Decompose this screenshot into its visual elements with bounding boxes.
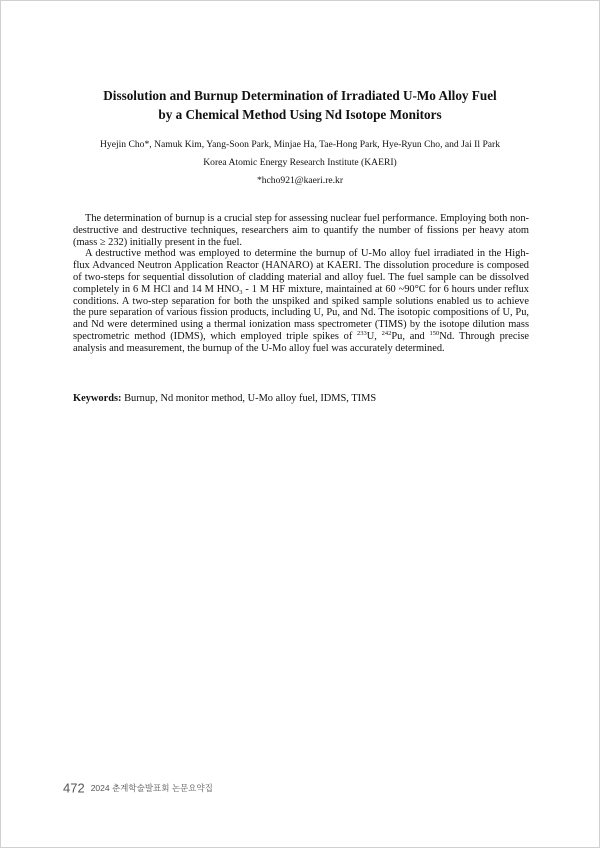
abstract-text: U, xyxy=(366,330,382,342)
abstract-paragraph-1: The determination of burnup is a crucial step for assessing nuclear fuel performance. Employing both non-destructive and destructive techniques, researchers aim to quantify the number of fissions per heavy atom (mass ≥ 232) initially present in the fuel. xyxy=(73,213,529,248)
abstract-text: A destructive method was employed to determine the burnup of U-Mo alloy fuel irradiated in the High-flux Advanced Neutron Application Reactor (HANARO) at KAERI. The dissolution procedure is composed of two-steps for sequential dissolution of cladding material and alloy fuel. The fuel sample can be dissolved completely in 6 M HCl and 14 M HNO xyxy=(73,248,529,295)
abstract-text: - 1 M HF mixture, maintained at 60 ~90°C for 6 hours under reflux conditions. A two-step separation for both the unspiked and spiked sample solutions enabled us to achieve the pure separation of various fission products, including U, Pu, and Nd. The isotopic compositions of U, Pu, and Nd were determined using a thermal ionization mass spectrometer (TIMS) by the isotope dilution mass spectrometric method (IDMS), which employed triple spikes of xyxy=(73,283,529,342)
abstract-paragraph-2 xyxy=(73,248,529,354)
superscript: 150 xyxy=(429,329,440,337)
paper-title xyxy=(60,86,540,124)
superscript: 233 xyxy=(357,329,367,337)
abstract-text: Nd. Through precise analysis and measurement, the burnup of the U-Mo alloy fuel was accurately determined. xyxy=(73,330,529,354)
affiliation: Korea Atomic Energy Research Institute (KAERI) xyxy=(203,157,397,168)
keywords xyxy=(73,393,529,405)
conference-name: 2024 춘계학술발표회 논문요약집 xyxy=(90,782,213,793)
page-number: 472 xyxy=(63,780,85,796)
title-line-2: by a Chemical Method Using Nd Isotope Monitors xyxy=(158,107,442,122)
abstract xyxy=(73,213,529,355)
page-footer xyxy=(63,779,213,797)
abstract-text: Pu, and xyxy=(391,330,430,342)
subscript: 3 xyxy=(239,288,243,296)
keywords-list: Burnup, Nd monitor method, U-Mo alloy fuel, IDMS, TIMS xyxy=(121,393,377,404)
superscript: 242 xyxy=(381,329,392,337)
title-line-1: Dissolution and Burnup Determination of Irradiated U-Mo Alloy Fuel xyxy=(103,88,497,103)
author-list: Hyejin Cho*, Namuk Kim, Yang-Soon Park, Minjae Ha, Tae-Hong Park, Hye-Ryun Cho, and Jai Il Park xyxy=(99,139,501,150)
corresponding-email: *hcho921@kaeri.re.kr xyxy=(256,175,344,186)
keywords-label: Keywords: xyxy=(73,393,122,404)
